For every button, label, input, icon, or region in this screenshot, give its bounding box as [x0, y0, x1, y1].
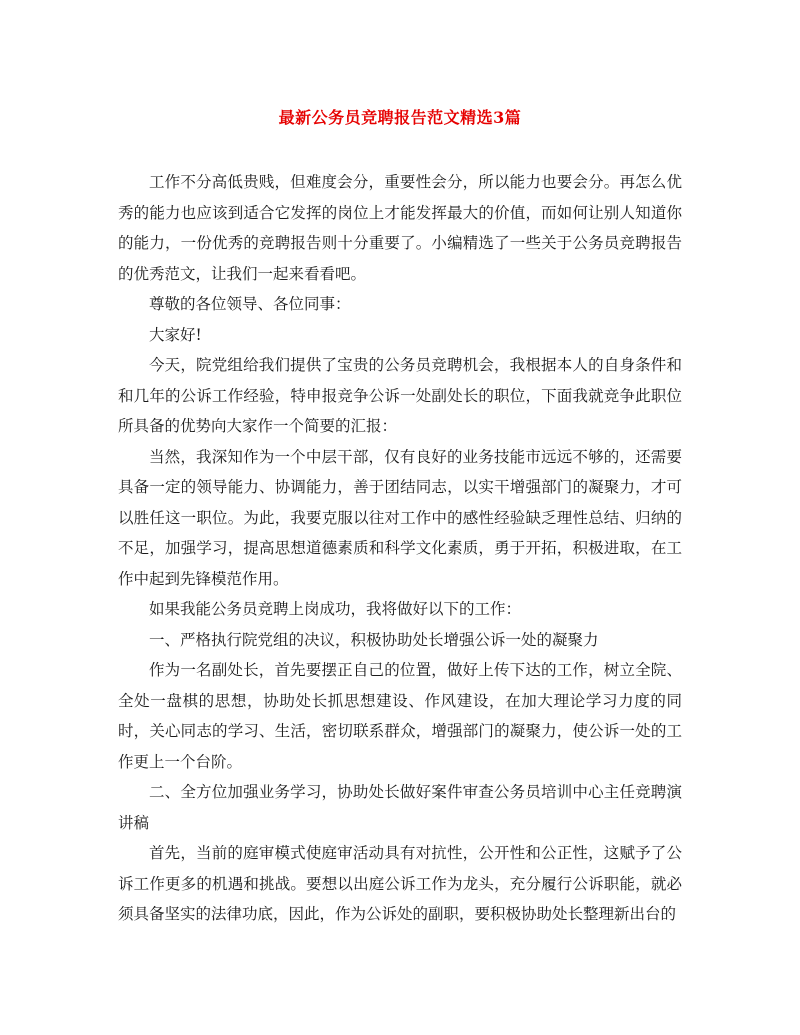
- document-body: [118, 167, 682, 930]
- paragraph: 作为一名副处长，首先要摆正自己的位置，做好上传下达的工作，树立全院、全处一盘棋的思想，协助处长抓思想建设、作风建设，在加大理论学习力度的同时，关心同志的学习、生活，密切联系群众，增强部门的凝聚力，使公诉一处的工作更上一个台阶。: [118, 661, 682, 771]
- paragraph: 二、全方位加强业务学习，协助处长做好案件审查公务员培训中心主任竞聘演讲稿: [118, 783, 682, 832]
- paragraph: 尊敬的各位领导、各位同事：: [149, 295, 351, 313]
- paragraph: 工作不分高低贵贱，但难度会分，重要性会分，所以能力也要会分。再怎么优秀的能力也应该到适合它发挥的岗位上才能发挥最大的价值，而如何让别人知道你的能力，一份优秀的竞聘报告则十分重要了。小编精选了一些关于公务员竞聘报告的优秀范文，让我们一起来看看吧。: [118, 173, 682, 283]
- paragraph: 如果我能公务员竞聘上岗成功，我将做好以下的工作：: [149, 600, 522, 618]
- paragraph: 当然，我深知作为一个中层干部，仅有良好的业务技能市远远不够的，还需要具备一定的领导能力、协调能力，善于团结同志，以实干增强部门的凝聚力，才可以胜任这一职位。为此，我要克服以往对工作中的感性经验缺乏理性总结、归纳的不足，加强学习，提高思想道德素质和科学文化素质，勇于开拓，积极进取，在工作中起到先锋模范作用。: [118, 447, 682, 588]
- paragraph: 大家好!: [149, 325, 202, 344]
- paragraph: 首先，当前的庭审模式使庭审活动具有对抗性，公开性和公正性，这赋予了公诉工作更多的机遇和挑战。要想以出庭公诉工作为龙头，充分履行公诉职能，就必须具备坚实的法律功底，因此，作为公诉处的副职，要积极协助处长整理新出台的: [118, 844, 682, 923]
- paragraph: 一、严格执行院党组的决议，积极协助处长增强公诉一处的凝聚力: [149, 630, 599, 649]
- paragraph: 今天，院党组给我们提供了宝贵的公务员竞聘机会，我根据本人的自身条件和和几年的公诉工作经验，特申报竞争公诉一处副处长的职位，下面我就竞争此职位所具备的优势向大家作一个简要的汇报：: [118, 356, 682, 435]
- document-title: 最新公务员竞聘报告范文精选3篇: [278, 108, 522, 127]
